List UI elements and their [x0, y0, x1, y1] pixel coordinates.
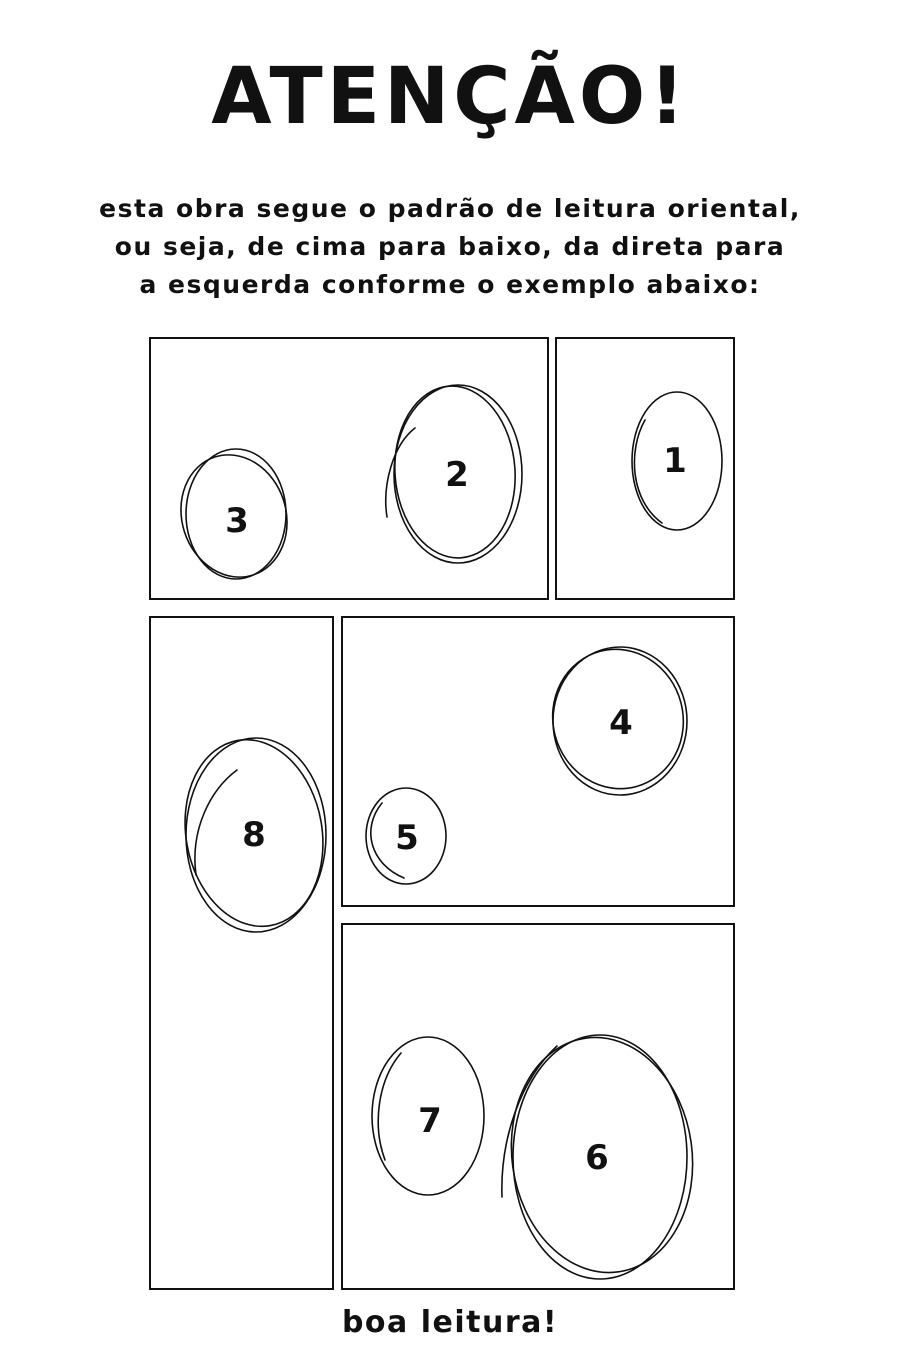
bubble-number-7: 7: [418, 1101, 442, 1141]
bubble-number-3: 3: [225, 501, 249, 541]
panel-bottom-right: [342, 924, 734, 1289]
bubble-number-6: 6: [585, 1138, 609, 1178]
instructions-line-1: esta obra segue o padrão de leitura oriental,: [99, 194, 801, 223]
closing-message: boa leitura!: [341, 1305, 559, 1340]
instructions-line-2: ou seja, de cima para baixo, da direta para: [114, 232, 786, 261]
panel-tall-left: [150, 617, 333, 1289]
speech-bubble-6: [496, 1026, 707, 1285]
bubble-number-5: 5: [395, 818, 419, 858]
instructions-line-3: a esquerda conforme o exemplo abaixo:: [139, 270, 761, 299]
speech-bubble-1: [632, 392, 722, 530]
bubble-number-1: 1: [663, 441, 687, 481]
speech-bubble-3: [165, 441, 302, 591]
page-title: ATENÇÃO!: [211, 52, 689, 142]
speech-bubble-8: [171, 729, 338, 938]
speech-bubble-4: [537, 635, 699, 804]
panel-top-left: [150, 338, 548, 599]
bubble-number-8: 8: [242, 815, 266, 855]
speech-bubble-7: [372, 1037, 484, 1195]
bubble-number-4: 4: [609, 703, 633, 743]
panel-middle-right: [342, 617, 734, 906]
bubble-number-2: 2: [445, 455, 469, 495]
speech-bubble-5: [366, 788, 446, 884]
panel-top-right: [556, 338, 734, 599]
speech-bubble-2: [386, 382, 522, 563]
